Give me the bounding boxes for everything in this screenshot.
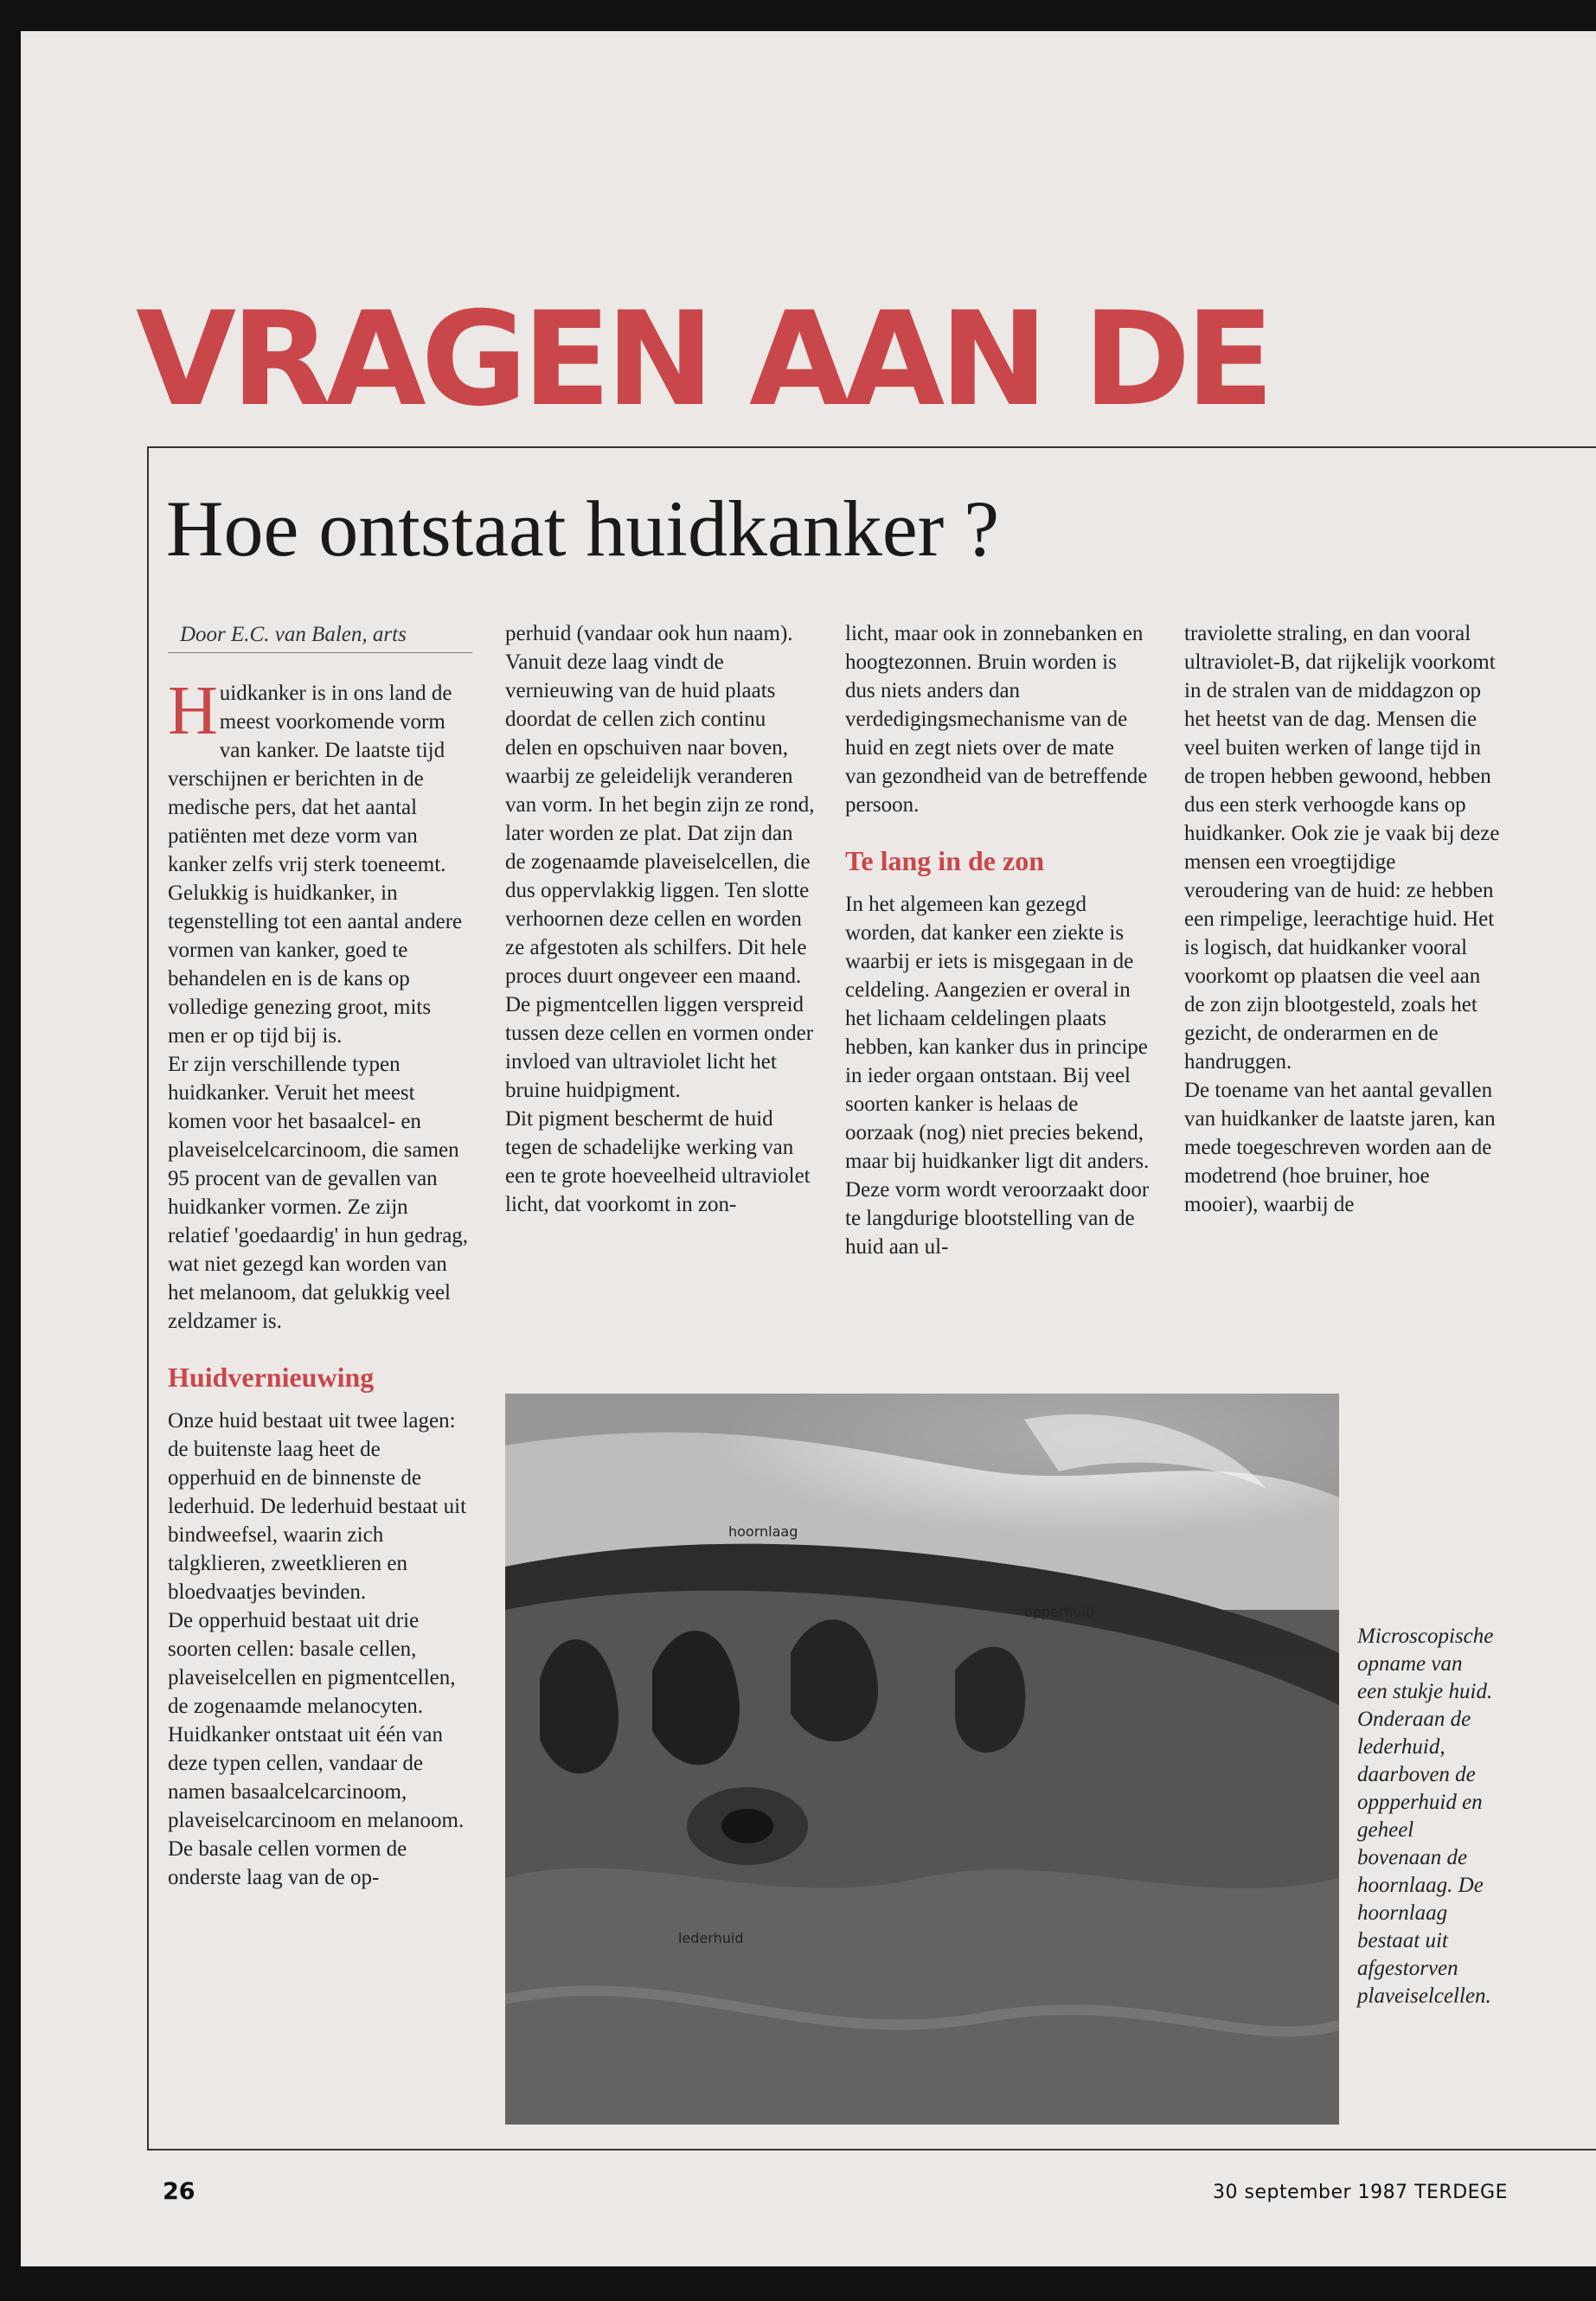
label-hoornlaag: hoornlaag xyxy=(728,1523,798,1540)
label-opperhuid: opperhuid xyxy=(1024,1604,1095,1620)
skin-tissue-image xyxy=(505,1394,1339,2125)
paragraph: De basale cellen vormen de onderste laag van de op- xyxy=(168,1837,407,1889)
page-number: 26 xyxy=(163,2178,195,2205)
paragraph: traviolette straling, en dan vooral ultraviolet-B, dat rijkelijk voorkomt in de stralen van de middagzon op het heetst van de dag. Mensen die veel buiten werken of lange tijd in de tropen hebben gewoond, hebben dus een sterk verhoogde kans op huidkanker. Ook zie je vaak bij deze mensen een vroegtijdige veroudering van de huid: ze hebben een rimpelige, leerachtige huid. Het is logisch, dat huidkanker vooral voorkomt op plaatsen die veel aan de zon zijn blootgesteld, zoals het gezicht, de onderarmen en de handruggen. xyxy=(1184,622,1500,1074)
paragraph: Dit pigment beschermt de huid tegen de schadelijke werking van een te grote hoeveelheid ultraviolet licht, dat voorkomt in zon- xyxy=(505,1107,811,1216)
frame-rule-left xyxy=(147,446,149,2150)
column-3 xyxy=(845,619,1150,1261)
intro-paragraph xyxy=(168,673,472,1050)
byline: Door E.C. van Balen, arts xyxy=(168,619,472,653)
article-headline: Hoe ontstaat huidkanker ? xyxy=(166,484,1000,573)
issue-dateline: 30 september 1987 TERDEGE xyxy=(1213,2182,1508,2203)
frame-rule-bottom xyxy=(147,2149,1596,2150)
magazine-page xyxy=(21,31,1596,2266)
paragraph: licht, maar ook in zonnebanken en hoogtezonnen. Bruin worden is dus niets anders dan verdedigingsmechanisme van de huid en zegt niets over de mate van gezondheid van de betreffende persoon. xyxy=(845,622,1148,817)
subheading-huidvernieuwing: Huidvernieuwing xyxy=(168,1362,375,1393)
photo-caption: Microscopische opname van een stukje huid. Onderaan de lederhuid, daarboven de oppperhuid en geheel bovenaan de hoornlaag. De hoornlaag bestaat uit afgestorven plaveiselcellen. xyxy=(1357,1625,1494,2008)
label-lederhuid: lederhuid xyxy=(678,1930,744,1946)
column-4 xyxy=(1184,619,1504,1219)
column-2 xyxy=(505,619,817,1219)
drop-cap: H xyxy=(168,673,218,749)
intro-text: uidkanker is in ons land de meest voorkomende vorm van kanker. De laatste tijd verschijnen er berichten in de medische pers, dat het aantal patiënten met deze vorm van kanker zelfs vrij sterk toeneemt. Gelukkig is huidkanker, in tegenstelling tot een aantal andere vormen van kanker, goed te behandelen en is de kans op volledige genezing groot, mits men er op tijd bij is. xyxy=(168,682,463,1048)
paragraph: Er zijn verschillende typen huidkanker. Veruit het meest komen voor het basaalcel- en plaveiselcelcarcinoom, die samen 95 procent van de gevallen van huidkanker vormen. Ze zijn relatief 'goedaardig' in hun gedrag, wat niet gezegd kan worden van het melanoom, dat gelukkig veel zeldzamer is. xyxy=(168,1053,469,1333)
microscope-photo xyxy=(505,1394,1339,2125)
paragraph: Huidkanker ontstaat uit één van deze typen cellen, vandaar de namen basaalcelcarcinoom, plaveiselcarcinoom en melanoom. xyxy=(168,1723,465,1832)
subheading-te-lang-in-de-zon: Te lang in de zon xyxy=(845,845,1044,876)
frame-rule-top xyxy=(147,446,1596,448)
paragraph: perhuid (vandaar ook hun naam). Vanuit deze laag vindt de vernieuwing van de huid plaats doordat de cellen zich continu delen en opschuiven naar boven, waarbij ze geleidelijk veranderen van vorm. In het begin zijn ze rond, later worden ze plat. Dat zijn dan de zogenaamde plaveiselcellen, die dus oppervlakkig liggen. Ten slotte verhoornen deze cellen en worden ze afgestoten als schilfers. Dit hele proces duurt ongeveer een maand. De pigmentcellen liggen verspreid tussen deze cellen en vormen onder invloed van ultraviolet licht het bruine huidpigment. xyxy=(505,622,815,1102)
paragraph: In het algemeen kan gezegd worden, dat kanker een ziekte is waarbij er iets is misgegaan in de celdeling. Aangezien er overal in het lichaam celdelingen plaats hebben, kan kanker dus in principe in ieder orgaan ontstaan. Bij veel soorten kanker is helaas de oorzaak (nog) niet precies bekend, maar bij huidkanker ligt dit anders. Deze vorm wordt veroorzaakt door te langdurige blootstelling van de huid aan ul- xyxy=(845,893,1150,1259)
column-1 xyxy=(168,619,472,1892)
paragraph: De opperhuid bestaat uit drie soorten cellen: basale cellen, plaveiselcellen en pigmentcellen, de zogenaamde melanocyten. xyxy=(168,1609,456,1718)
paragraph: Onze huid bestaat uit twee lagen: de buitenste laag heet de opperhuid en de binnenste de lederhuid. De lederhuid bestaat uit bindweefsel, waarin zich talgklieren, zweetklieren en bloedvaatjes bevinden. xyxy=(168,1409,467,1604)
paragraph: De toename van het aantal gevallen van huidkanker de laatste jaren, kan mede toegeschreven worden aan de modetrend (hoe bruiner, hoe mooier), waarbij de xyxy=(1184,1079,1496,1216)
section-masthead: VRAGEN AAN DE xyxy=(136,285,1269,435)
